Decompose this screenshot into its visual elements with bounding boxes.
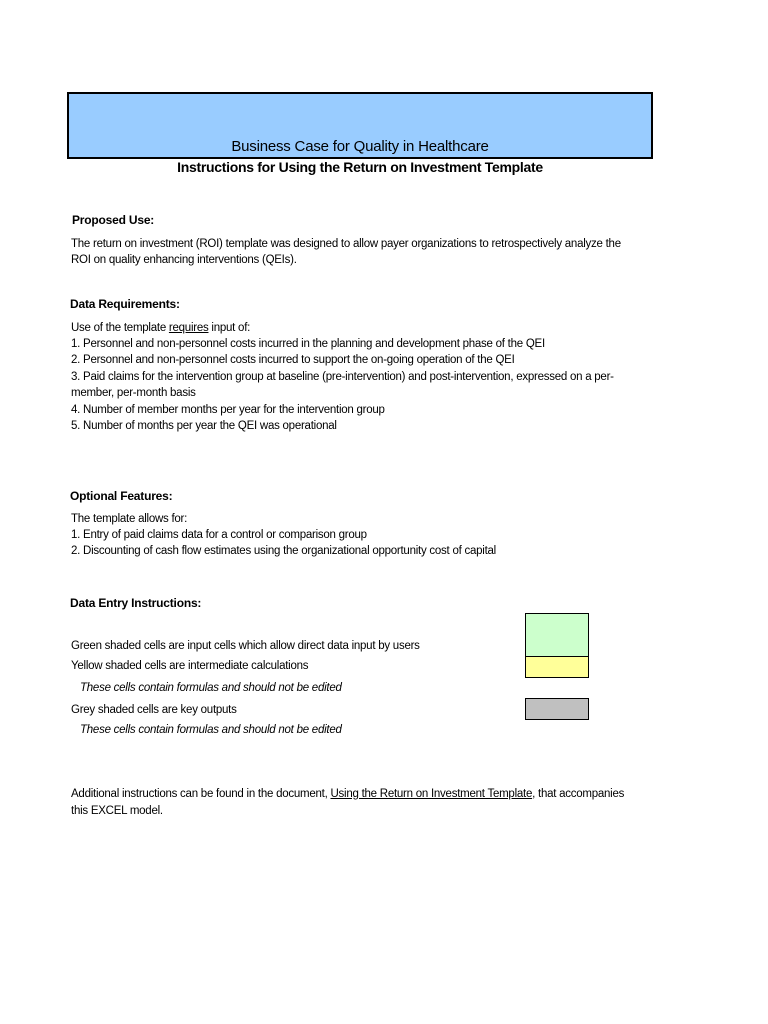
proposed-use-line-1: The return on investment (ROI) template was designed to allow payer organizations to retrospectively analyze the [71,238,621,250]
yellow-cells-description: Yellow shaded cells are intermediate calculations [71,660,309,672]
yellow-cells-note: These cells contain formulas and should not be edited [80,682,342,694]
data-requirement-item: 4. Number of member months per year for the intervention group [71,404,385,416]
additional-instructions-line-1 [71,786,624,803]
page-subtitle: Instructions for Using the Return on Investment Template [177,159,543,175]
data-entry-heading: Data Entry Instructions: [70,596,202,610]
data-requirement-item: 5. Number of months per year the QEI was operational [71,420,337,432]
data-requirement-item: member, per-month basis [71,387,196,399]
optional-feature-line: The template allows for: [71,513,188,525]
grey-cells-description: Grey shaded cells are key outputs [71,704,237,716]
proposed-use-heading: Proposed Use: [72,213,155,227]
data-requirement-item: 2. Personnel and non-personnel costs incurred to support the on-going operation of the QEI [71,354,515,366]
header-banner [67,92,653,159]
template-document-link[interactable]: Using the Return on Investment Template [330,788,533,800]
additional-instructions-line-2: this EXCEL model. [71,805,163,817]
data-requirement-item: 1. Personnel and non-personnel costs incurred in the planning and development phase of the QEI [71,338,545,350]
green-input-cell-swatch [525,613,589,657]
data-requirements-heading: Data Requirements: [70,297,180,311]
green-cells-description: Green shaded cells are input cells which allow direct data input by users [71,640,420,652]
proposed-use-line-2: ROI on quality enhancing interventions (QEIs). [71,254,297,266]
intro-requires: requires [168,322,209,334]
optional-features-heading: Optional Features: [70,489,173,503]
optional-feature-line: 1. Entry of paid claims data for a control or comparison group [71,529,367,541]
grey-output-cell-swatch [525,698,589,720]
data-requirements-intro [71,320,250,337]
grey-cells-note: These cells contain formulas and should not be edited [80,724,342,736]
data-requirement-item: 3. Paid claims for the intervention group at baseline (pre-intervention) and post-intervention, expressed on a per- [71,371,614,383]
additional-prefix: Additional instructions can be found in the document, [71,788,331,800]
yellow-calculation-cell-swatch [525,656,589,678]
additional-suffix: , that accompanies [532,788,625,800]
page-title: Business Case for Quality in Healthcare [231,138,489,155]
intro-prefix: Use of the template [71,322,169,334]
optional-feature-line: 2. Discounting of cash flow estimates using the organizational opportunity cost of capital [71,545,496,557]
intro-suffix: input of: [208,322,251,334]
